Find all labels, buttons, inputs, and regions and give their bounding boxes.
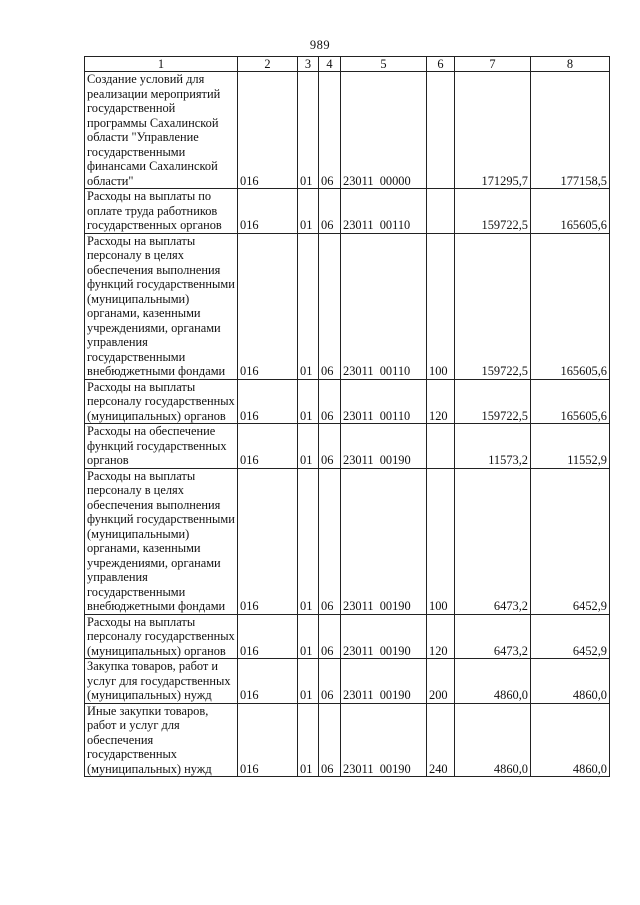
value-col8-cell: 165605,6 [531,233,610,379]
table-row [85,379,610,424]
csr-cell: 23011 00190 [341,659,427,704]
table-row [85,72,610,189]
pr-cell: 06 [319,379,341,424]
vr-cell: 240 [427,703,455,777]
gr-cell: 016 [238,233,298,379]
header-cell: 5 [341,57,427,72]
header-row [85,57,610,72]
table-row [85,468,610,614]
row-name-cell: Расходы на выплаты персоналу в целях обеспечения выполнения функций государственными (муниципальными) органами, казенными учреждениями, органами управления государственными внебюджетными фондами [85,233,238,379]
rz-cell: 01 [298,614,319,659]
csr-cell: 23011 00190 [341,468,427,614]
value-col7-cell: 159722,5 [455,379,531,424]
row-name-cell: Расходы на выплаты персоналу государственных (муниципальных) органов [85,614,238,659]
gr-cell: 016 [238,703,298,777]
value-col8-cell: 4860,0 [531,703,610,777]
rz-cell: 01 [298,189,319,234]
pr-cell: 06 [319,72,341,189]
page-number: 989 [309,38,331,52]
csr-cell: 23011 00000 [341,72,427,189]
row-name-cell: Расходы на выплаты персоналу в целях обеспечения выполнения функций государственными (муниципальными) органами, казенными учреждениями, органами управления государственными внебюджетными фондами [85,468,238,614]
csr-cell: 23011 00110 [341,233,427,379]
value-col7-cell: 11573,2 [455,424,531,469]
table-row [85,189,610,234]
pr-cell: 06 [319,614,341,659]
value-col7-cell: 171295,7 [455,72,531,189]
table-row [85,703,610,777]
pr-cell: 06 [319,703,341,777]
pr-cell: 06 [319,233,341,379]
value-col7-cell: 159722,5 [455,233,531,379]
value-col8-cell: 11552,9 [531,424,610,469]
vr-cell: 100 [427,468,455,614]
row-name-cell: Иные закупки товаров, работ и услуг для обеспечения государственных (муниципальных) нужд [85,703,238,777]
value-col7-cell: 4860,0 [455,703,531,777]
csr-cell: 23011 00190 [341,703,427,777]
rz-cell: 01 [298,424,319,469]
header-cell: 4 [319,57,341,72]
gr-cell: 016 [238,468,298,614]
pr-cell: 06 [319,424,341,469]
value-col8-cell: 165605,6 [531,379,610,424]
value-col7-cell: 6473,2 [455,468,531,614]
row-name-cell: Расходы на выплаты по оплате труда работников государственных органов [85,189,238,234]
vr-cell: 120 [427,614,455,659]
header-cell: 8 [531,57,610,72]
rz-cell: 01 [298,468,319,614]
gr-cell: 016 [238,189,298,234]
value-col7-cell: 4860,0 [455,659,531,704]
row-name-cell: Закупка товаров, работ и услуг для государственных (муниципальных) нужд [85,659,238,704]
rz-cell: 01 [298,72,319,189]
vr-cell: 120 [427,379,455,424]
vr-cell [427,72,455,189]
row-name-cell: Расходы на выплаты персоналу государственных (муниципальных) органов [85,379,238,424]
header-cell: 6 [427,57,455,72]
vr-cell [427,189,455,234]
header-cell: 3 [298,57,319,72]
rz-cell: 01 [298,703,319,777]
row-name-cell: Расходы на обеспечение функций государственных органов [85,424,238,469]
header-cell: 2 [238,57,298,72]
csr-cell: 23011 00190 [341,614,427,659]
vr-cell: 200 [427,659,455,704]
table-row [85,614,610,659]
rz-cell: 01 [298,659,319,704]
gr-cell: 016 [238,72,298,189]
pr-cell: 06 [319,189,341,234]
budget-table [84,56,610,777]
header-cell: 7 [455,57,531,72]
gr-cell: 016 [238,659,298,704]
value-col8-cell: 6452,9 [531,468,610,614]
value-col8-cell: 4860,0 [531,659,610,704]
gr-cell: 016 [238,614,298,659]
rz-cell: 01 [298,379,319,424]
value-col8-cell: 165605,6 [531,189,610,234]
csr-cell: 23011 00110 [341,379,427,424]
rz-cell: 01 [298,233,319,379]
csr-cell: 23011 00110 [341,189,427,234]
header-cell: 1 [85,57,238,72]
row-name-cell: Создание условий для реализации мероприятий государственной программы Сахалинской области "Управление государственными финансами Сахалинской области" [85,72,238,189]
vr-cell: 100 [427,233,455,379]
value-col8-cell: 177158,5 [531,72,610,189]
value-col8-cell: 6452,9 [531,614,610,659]
value-col7-cell: 159722,5 [455,189,531,234]
table-row [85,424,610,469]
value-col7-cell: 6473,2 [455,614,531,659]
gr-cell: 016 [238,424,298,469]
pr-cell: 06 [319,468,341,614]
pr-cell: 06 [319,659,341,704]
vr-cell [427,424,455,469]
gr-cell: 016 [238,379,298,424]
table-row [85,233,610,379]
csr-cell: 23011 00190 [341,424,427,469]
table-row [85,659,610,704]
